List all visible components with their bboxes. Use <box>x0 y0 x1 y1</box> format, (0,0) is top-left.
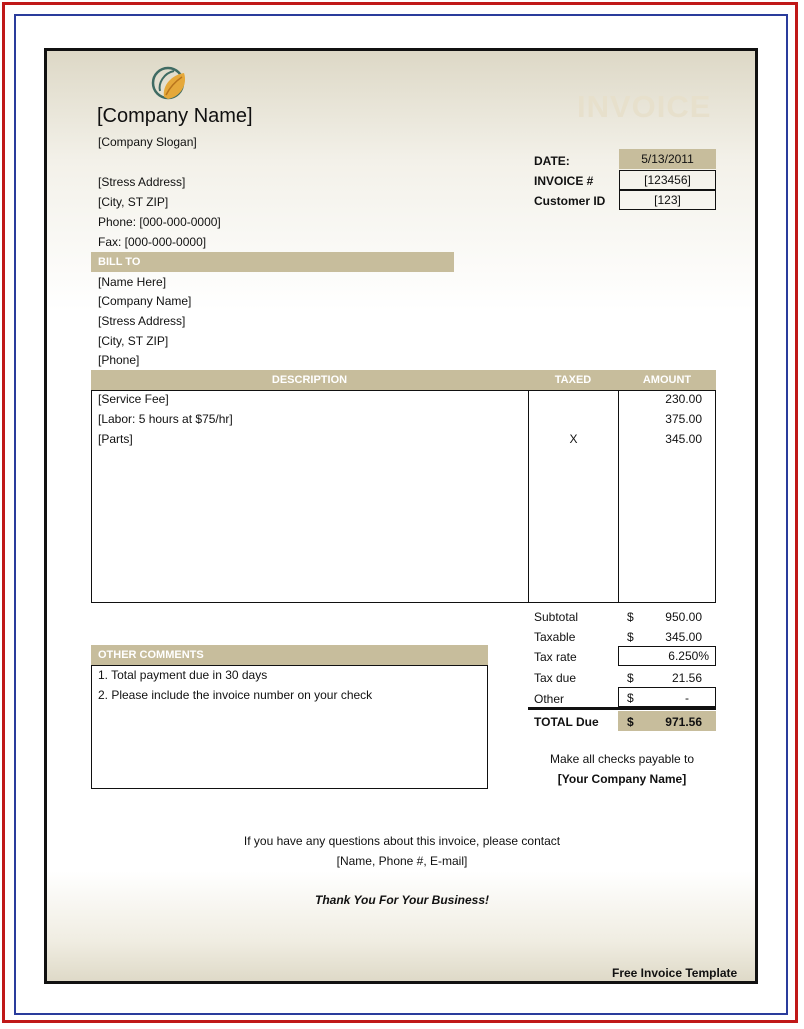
subtotal-label: Subtotal <box>534 610 579 624</box>
item-amount: 375.00 <box>665 412 702 426</box>
invoice-number-label: INVOICE # <box>534 174 594 188</box>
other-comments-header: OTHER COMMENTS <box>91 645 488 665</box>
item-amount: 230.00 <box>665 392 702 406</box>
company-fax: Fax: [000-000-0000] <box>98 235 207 249</box>
item-amount: 345.00 <box>665 432 702 446</box>
taxable-label: Taxable <box>534 630 576 644</box>
customer-id-value: [123] <box>619 190 716 210</box>
date-value: 5/13/2011 <box>619 149 716 169</box>
thank-you-text: Thank You For Your Business! <box>314 893 490 907</box>
other-label: Other <box>534 692 565 706</box>
total-due-value: 971.56 <box>665 715 702 729</box>
tax-due-label: Tax due <box>534 671 577 685</box>
bill-to-phone: [Phone] <box>98 353 140 367</box>
company-logo-icon <box>150 63 194 105</box>
bill-to-name: [Name Here] <box>98 275 167 289</box>
date-label: DATE: <box>534 154 570 168</box>
questions-text: If you have any questions about this invoice, please contact <box>243 834 561 848</box>
item-description: [Labor: 5 hours at $75/hr] <box>98 412 233 426</box>
company-address: [Stress Address] <box>98 175 186 189</box>
taxed-column-divider <box>528 390 529 603</box>
bill-to-address: [Stress Address] <box>98 314 186 328</box>
template-label: Free Invoice Template <box>612 966 738 980</box>
tax-rate-value: 6.250% <box>618 646 716 666</box>
invoice-title: INVOICE <box>577 89 712 124</box>
customer-id-label: Customer ID <box>534 194 606 208</box>
company-phone: Phone: [000-000-0000] <box>98 215 221 229</box>
company-name: [Company Name] <box>97 105 253 127</box>
item-taxed: X <box>569 432 578 446</box>
description-header: DESCRIPTION <box>91 370 528 390</box>
other-value: - <box>685 691 689 705</box>
tax-rate-label: Tax rate <box>534 650 577 664</box>
bill-to-company: [Company Name] <box>98 294 192 308</box>
amount-header: AMOUNT <box>618 370 716 390</box>
comment-line: 2. Please include the invoice number on your check <box>98 688 373 702</box>
other-currency: $ <box>627 691 634 705</box>
company-city: [City, ST ZIP] <box>98 195 169 209</box>
item-description: [Service Fee] <box>98 392 169 406</box>
contact-text: [Name, Phone #, E-mail] <box>336 854 468 868</box>
taxed-header: TAXED <box>528 370 618 390</box>
bill-to-city: [City, ST ZIP] <box>98 334 169 348</box>
total-due-label: TOTAL Due <box>534 715 599 729</box>
payable-company: [Your Company Name] <box>557 772 687 786</box>
company-slogan: [Company Slogan] <box>98 135 197 149</box>
subtotal-currency: $ <box>627 610 634 624</box>
bill-to-header: BILL TO <box>91 252 454 272</box>
subtotal-value: 950.00 <box>665 610 702 624</box>
total-due-currency: $ <box>627 715 634 729</box>
tax-due-currency: $ <box>627 671 634 685</box>
taxable-currency: $ <box>627 630 634 644</box>
invoice-page <box>44 48 758 984</box>
comments-box <box>91 665 488 789</box>
invoice-number-value: [123456] <box>619 170 716 190</box>
tax-due-value: 21.56 <box>671 671 702 685</box>
item-description: [Parts] <box>98 432 133 446</box>
total-rule <box>528 707 716 710</box>
comment-line: 1. Total payment due in 30 days <box>98 668 268 682</box>
taxable-value: 345.00 <box>665 630 702 644</box>
payable-line: Make all checks payable to <box>549 752 695 766</box>
